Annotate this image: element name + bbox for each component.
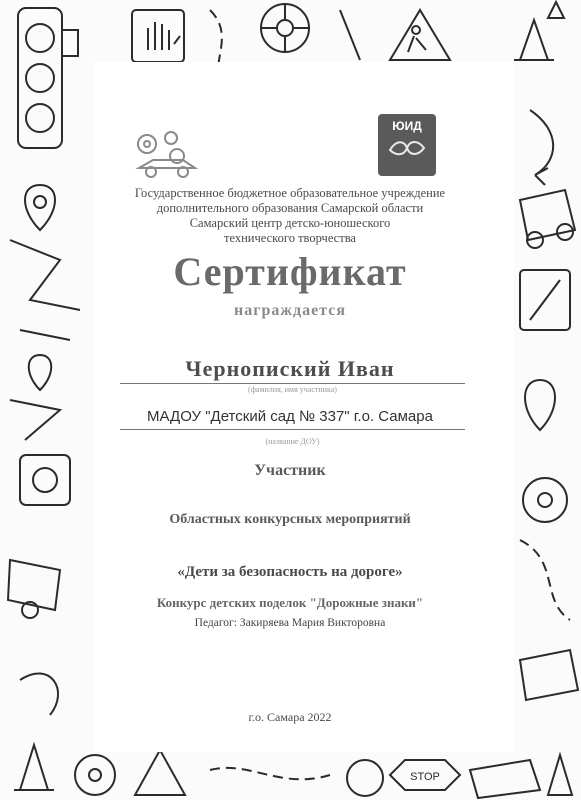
car-icon — [520, 650, 578, 700]
institution-name: МАДОУ "Детский сад № 337" г.о. Самара — [147, 408, 433, 425]
car-icon — [470, 760, 540, 798]
traffic-cone-icon — [14, 745, 54, 790]
recipient-underline — [120, 383, 465, 384]
event-name: Областных конкурсных мероприятий — [169, 512, 411, 527]
car-icon — [520, 190, 575, 248]
car-icon — [8, 560, 60, 618]
organization-line: Государственное бюджетное образовательное учреждение — [134, 186, 446, 200]
certificate-title: Сертификат — [173, 249, 407, 294]
road-curve-icon — [520, 540, 570, 620]
participant-role: Участник — [254, 462, 326, 479]
map-pin-icon — [25, 185, 55, 230]
organization-name — [90, 186, 490, 246]
recipient-caption: (фамилия, имя участника) — [248, 385, 337, 394]
road-curve-icon — [210, 768, 330, 779]
traffic-light-icon — [20, 455, 70, 505]
roadwork-sign-icon — [390, 10, 450, 60]
road-network-icon — [10, 240, 80, 340]
wheel-icon — [523, 478, 567, 522]
arrow-curve-icon — [20, 673, 58, 715]
yuid-logo-icon — [378, 114, 436, 176]
wheel-icon — [75, 755, 115, 795]
stop-sign-label: STOP — [410, 771, 440, 783]
road-line-icon — [340, 10, 360, 60]
arrow-curve-icon — [530, 110, 553, 185]
traffic-light-icon — [18, 8, 78, 148]
traffic-cone-icon — [514, 2, 564, 60]
wheel-icon — [261, 4, 309, 52]
awarded-label: награждается — [234, 302, 346, 319]
map-pin-icon — [525, 380, 555, 430]
road-network-icon — [10, 400, 60, 440]
map-pin-icon — [29, 355, 52, 390]
contest-name: «Дети за безопасность на дороге» — [177, 564, 403, 580]
gears-car-icon — [125, 124, 205, 184]
place-year: г.о. Самара 2022 — [248, 710, 332, 724]
yuid-logo-text: ЮИД — [392, 119, 422, 133]
institution-caption: (название ДОУ) — [265, 437, 320, 446]
organization-line: дополнительного образования Самарской области — [156, 201, 424, 215]
recipient-name: Чернопиский Иван — [185, 356, 395, 381]
roadwork-sign-icon — [135, 750, 185, 795]
road-sign-icon — [520, 270, 570, 330]
organization-line: технического творчества — [224, 231, 356, 245]
wheel-icon — [347, 760, 383, 796]
teacher-name: Педагог: Закиряева Мария Викторовна — [194, 617, 386, 629]
organization-line: Самарский центр детско-юношеского — [189, 216, 391, 230]
traffic-cone-icon — [548, 755, 572, 795]
subcontest-name: Конкурс детских поделок "Дорожные знаки" — [156, 595, 424, 610]
institution-underline — [120, 429, 465, 430]
stop-hand-sign-icon — [132, 10, 184, 62]
